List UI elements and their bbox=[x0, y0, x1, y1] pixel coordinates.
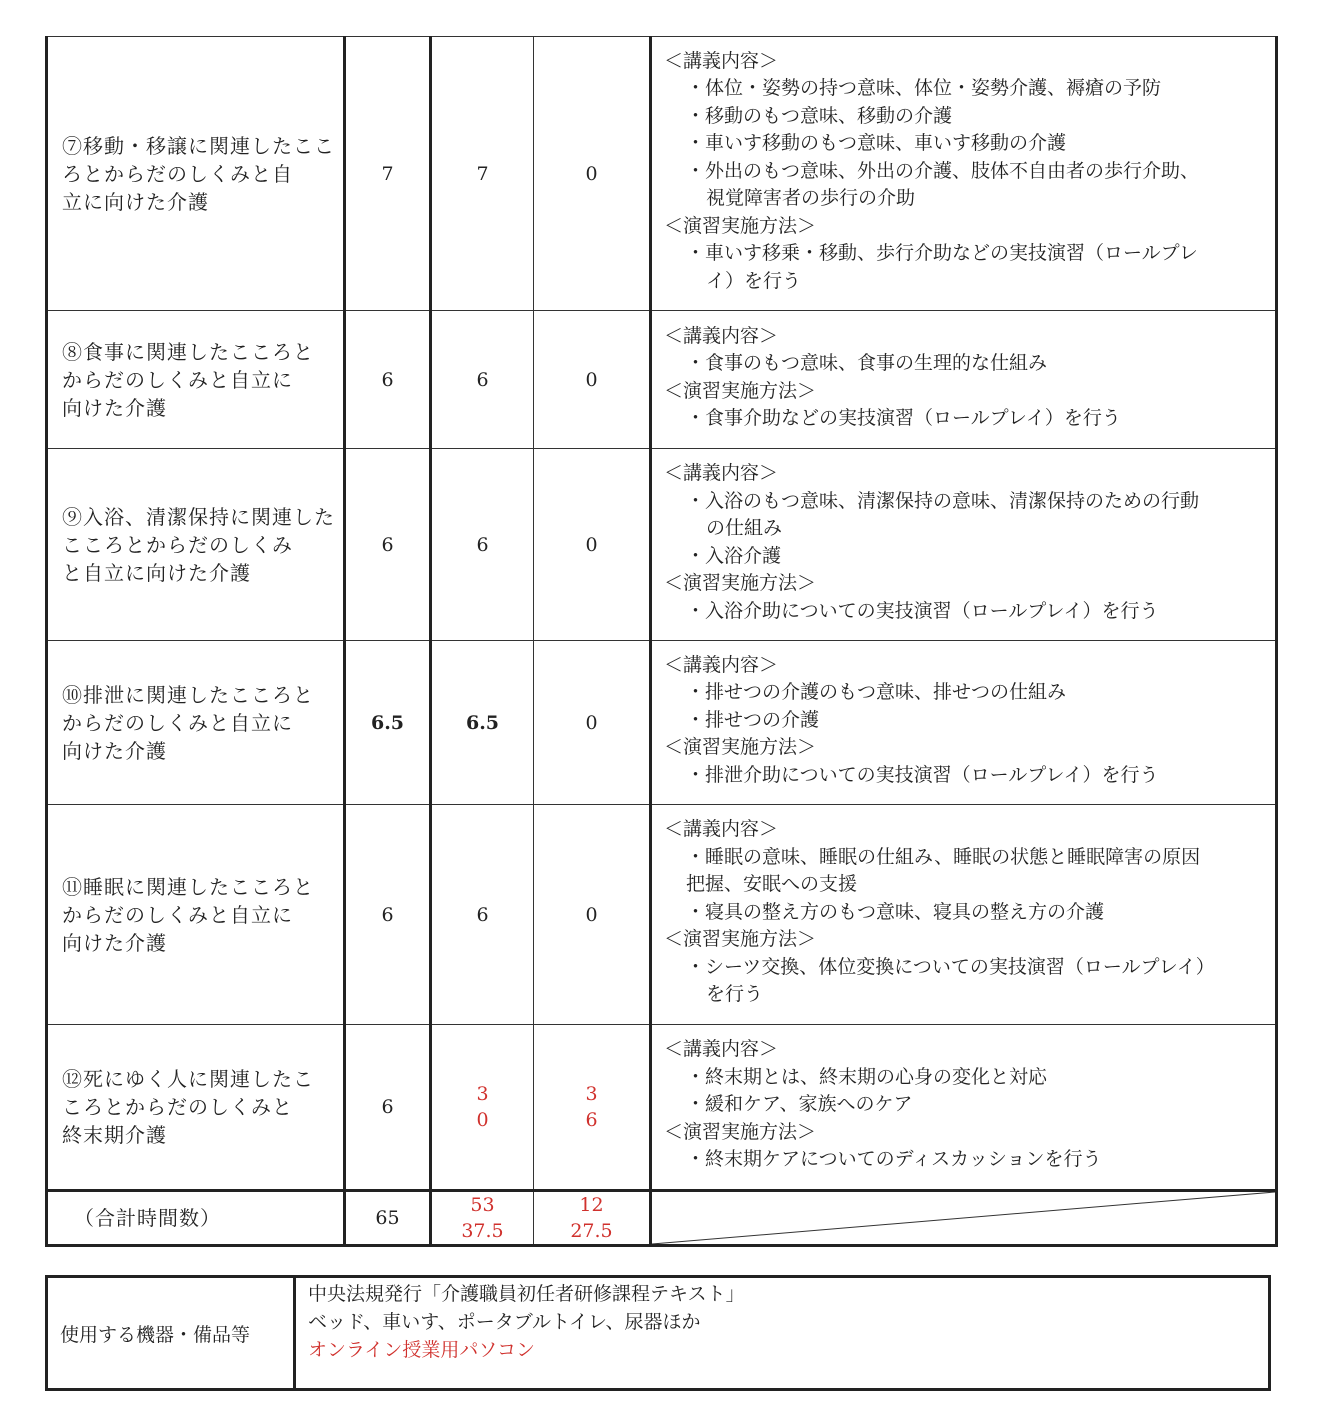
total-lecture-old: 53 bbox=[470, 1194, 495, 1216]
content-heading: ＜講義内容＞ bbox=[664, 462, 779, 484]
content-heading: ＜講義内容＞ bbox=[664, 324, 779, 347]
content-heading: ＜講義内容＞ bbox=[664, 653, 779, 676]
curriculum-row bbox=[47, 449, 1277, 641]
subject-name-line: ⑦移動・移譲に関連したここ bbox=[62, 133, 335, 158]
subject-name-line: ⑪睡眠に関連したこころと bbox=[62, 874, 314, 899]
total-label: （合計時間数） bbox=[47, 1191, 345, 1246]
practice-hours: 0 bbox=[534, 641, 651, 805]
subject-name-line: からだのしくみと自立に bbox=[62, 367, 293, 392]
content-item: の仕組み bbox=[706, 517, 783, 539]
content-item: ・体位・姿勢の持つ意味、体位・姿勢介護、褥瘡の予防 bbox=[686, 77, 1162, 100]
content-heading: ＜演習実施方法＞ bbox=[664, 379, 817, 402]
course-content bbox=[651, 311, 1277, 449]
subject-name bbox=[47, 641, 345, 805]
subject-name-line: と自立に向けた介護 bbox=[62, 560, 251, 585]
practice-digit: 3 bbox=[585, 1083, 598, 1105]
content-item: ・食事のもつ意味、食事の生理的な仕組み bbox=[686, 352, 1048, 374]
lecture-hours: 7 bbox=[431, 37, 534, 311]
curriculum-row bbox=[47, 805, 1277, 1025]
course-content bbox=[651, 641, 1277, 805]
total-row bbox=[47, 1191, 1277, 1246]
content-heading: ＜演習実施方法＞ bbox=[664, 572, 817, 594]
subject-name-line: ころとからだのしくみと bbox=[62, 1095, 293, 1119]
total-hours: 6 bbox=[345, 1025, 431, 1191]
practice-hours-revised bbox=[534, 1025, 651, 1191]
content-item: イ）を行う bbox=[706, 269, 802, 292]
equipment-line: ベッド、車いす、ポータブルトイレ、尿器ほか bbox=[308, 1311, 701, 1333]
total-hours: 6.5 bbox=[345, 641, 431, 805]
practice-hours: 0 bbox=[534, 37, 651, 311]
lecture-digit: 3 bbox=[476, 1083, 489, 1105]
content-item: ・シーツ交換、体位変換についての実技演習（ロールプレイ） bbox=[686, 955, 1215, 978]
content-heading: ＜講義内容＞ bbox=[664, 818, 779, 841]
content-item: ・車いす移動のもつ意味、車いす移動の介護 bbox=[686, 132, 1067, 155]
subject-name-line: 向けた介護 bbox=[62, 930, 167, 955]
course-content bbox=[651, 1025, 1277, 1191]
diagonal-line bbox=[652, 1192, 1275, 1244]
subject-name-line: 向けた介護 bbox=[62, 395, 167, 420]
content-item: ・終末期とは、終末期の心身の変化と対応 bbox=[686, 1065, 1048, 1088]
subject-name bbox=[47, 805, 345, 1025]
content-item: ・寝具の整え方のもつ意味、寝具の整え方の介護 bbox=[686, 900, 1105, 923]
content-item: ・外出のもつ意味、外出の介護、肢体不自由者の歩行介助、 bbox=[686, 159, 1200, 182]
content-item: ・食事介助などの実技演習（ロールプレイ）を行う bbox=[686, 407, 1121, 429]
total-hours: 7 bbox=[345, 37, 431, 311]
content-item: ・排せつの介護のもつ意味、排せつの仕組み bbox=[686, 681, 1067, 704]
total-hours: 6 bbox=[345, 449, 431, 641]
curriculum-row bbox=[47, 641, 1277, 805]
subject-name-line: こころとからだのしくみ bbox=[62, 532, 293, 557]
practice-digit: 6 bbox=[585, 1109, 598, 1131]
equipment-line-highlight: オンライン授業用パソコン bbox=[308, 1339, 536, 1361]
lecture-hours: 6 bbox=[431, 449, 534, 641]
content-heading: ＜講義内容＞ bbox=[664, 49, 779, 72]
course-content bbox=[651, 805, 1277, 1025]
subject-name bbox=[47, 311, 345, 449]
equipment-label: 使用する機器・備品等 bbox=[47, 1277, 295, 1390]
subject-name-line: ろとからだのしくみと自 bbox=[62, 161, 293, 186]
subject-name bbox=[47, 1025, 345, 1191]
content-heading: ＜演習実施方法＞ bbox=[664, 214, 817, 237]
content-heading: ＜講義内容＞ bbox=[664, 1038, 779, 1061]
lecture-hours: 6.5 bbox=[431, 641, 534, 805]
curriculum-row bbox=[47, 311, 1277, 449]
content-item: ・入浴介護 bbox=[686, 544, 782, 567]
content-heading: ＜演習実施方法＞ bbox=[664, 928, 817, 951]
curriculum-row bbox=[47, 37, 1277, 311]
content-item: を行う bbox=[706, 983, 764, 1006]
empty-diagonal-cell bbox=[651, 1191, 1277, 1246]
subject-name-line: ⑧食事に関連したこころと bbox=[62, 339, 314, 364]
subject-name-line: 立に向けた介護 bbox=[62, 189, 209, 214]
total-hours: 6 bbox=[345, 805, 431, 1025]
content-item: 把握、安眠への支援 bbox=[686, 873, 858, 896]
subject-name-line: からだのしくみと自立に bbox=[62, 710, 293, 735]
subject-name bbox=[47, 449, 345, 641]
equipment-list bbox=[295, 1277, 1270, 1390]
subject-name-line: からだのしくみと自立に bbox=[62, 902, 293, 927]
subject-name-line: ⑫死にゆく人に関連したこ bbox=[62, 1067, 314, 1091]
content-item: ・緩和ケア、家族へのケア bbox=[686, 1093, 913, 1116]
practice-hours: 0 bbox=[534, 805, 651, 1025]
equipment-row bbox=[47, 1277, 1270, 1390]
lecture-hours: 6 bbox=[431, 311, 534, 449]
content-item: ・移動のもつ意味、移動の介護 bbox=[686, 104, 953, 127]
total-hours: 6 bbox=[345, 311, 431, 449]
content-item: ・排泄介助についての実技演習（ロールプレイ）を行う bbox=[686, 763, 1159, 786]
content-item: ・終末期ケアについてのディスカッションを行う bbox=[686, 1148, 1102, 1171]
content-item: ・入浴のもつ意味、清潔保持の意味、清潔保持のための行動 bbox=[686, 489, 1200, 512]
lecture-digit: 0 bbox=[476, 1109, 489, 1131]
subject-name bbox=[47, 37, 345, 311]
grand-total-hours: 65 bbox=[345, 1191, 431, 1246]
content-item: ・排せつの介護 bbox=[686, 708, 820, 731]
content-item: ・入浴介助についての実技演習（ロールプレイ）を行う bbox=[686, 599, 1159, 622]
content-item: ・車いす移乗・移動、歩行介助などの実技演習（ロールプレ bbox=[686, 242, 1198, 265]
total-practice-new: 27.5 bbox=[570, 1220, 613, 1242]
subject-name-line: ⑩排泄に関連したこころと bbox=[62, 682, 314, 707]
total-lecture-hours bbox=[431, 1191, 534, 1246]
total-practice-old: 12 bbox=[579, 1194, 604, 1216]
equipment-line: 中央法規発行「介護職員初任者研修課程テキスト」 bbox=[308, 1283, 745, 1305]
content-item: 視覚障害者の歩行の介助 bbox=[706, 187, 916, 210]
subject-name-line: ⑨入浴、清潔保持に関連した bbox=[62, 504, 335, 529]
subject-name-line: 向けた介護 bbox=[62, 738, 167, 763]
content-heading: ＜演習実施方法＞ bbox=[664, 1120, 817, 1143]
curriculum-table bbox=[45, 36, 1278, 1247]
total-lecture-new: 37.5 bbox=[461, 1220, 504, 1242]
practice-hours: 0 bbox=[534, 311, 651, 449]
content-heading: ＜演習実施方法＞ bbox=[664, 736, 817, 759]
subject-name-line: 終末期介護 bbox=[62, 1123, 167, 1147]
content-item: ・睡眠の意味、睡眠の仕組み、睡眠の状態と睡眠障害の原因 bbox=[686, 845, 1201, 868]
practice-hours: 0 bbox=[534, 449, 651, 641]
curriculum-row bbox=[47, 1025, 1277, 1191]
lecture-hours: 6 bbox=[431, 805, 534, 1025]
course-content bbox=[651, 449, 1277, 641]
course-content bbox=[651, 37, 1277, 311]
lecture-hours-revised bbox=[431, 1025, 534, 1191]
equipment-table bbox=[45, 1275, 1271, 1391]
total-practice-hours bbox=[534, 1191, 651, 1246]
